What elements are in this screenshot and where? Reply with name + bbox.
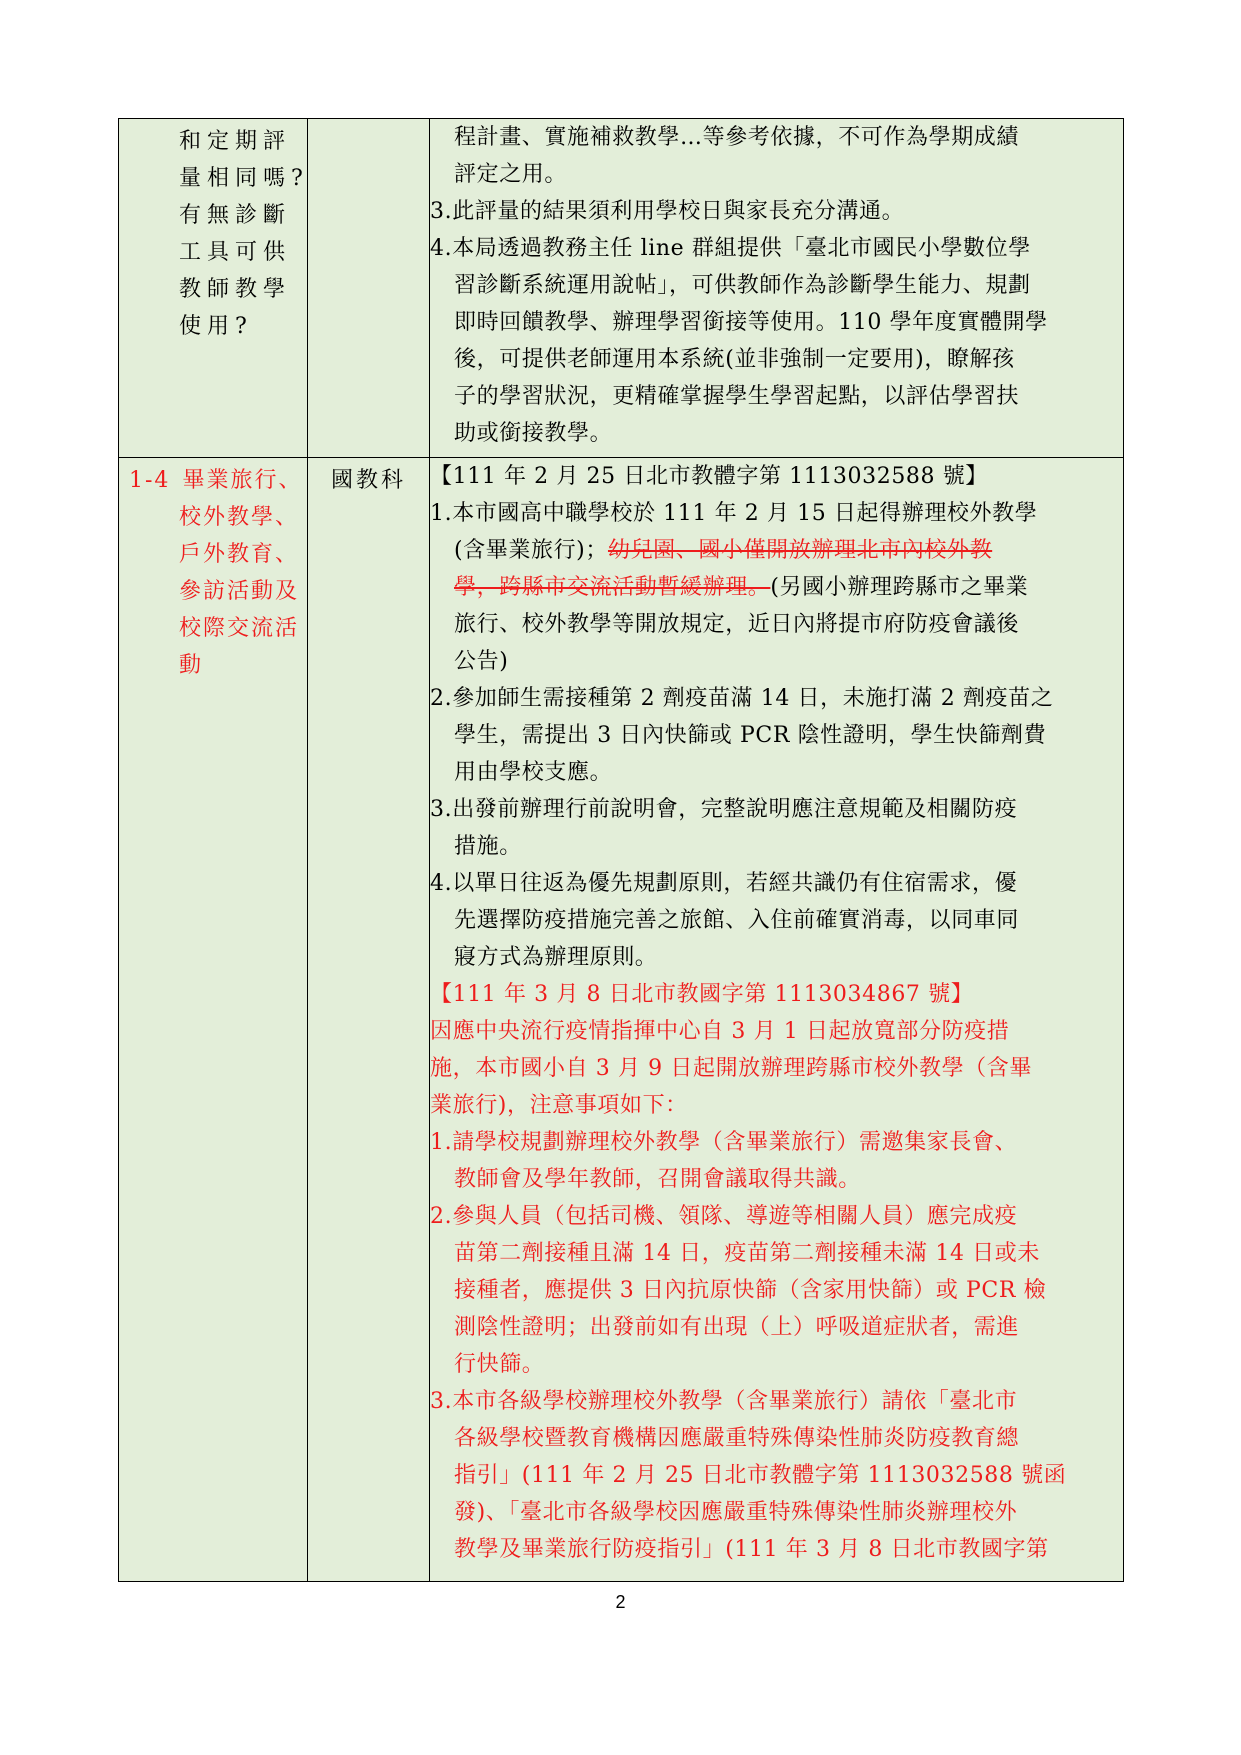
description-line: 苗第二劑接種且滿 14 日，疫苗第二劑接種未滿 14 日或未 bbox=[454, 1241, 1040, 1266]
description-line: 習診斷系統運用說帖」，可供教師作為診斷學生能力、規劃 bbox=[454, 273, 1031, 298]
description-line: 後，可提供老師運用本系統(並非強制一定要用)，瞭解孩 bbox=[454, 347, 1015, 372]
description-cell bbox=[430, 119, 1124, 458]
topic-line: 戶外教育、 bbox=[179, 542, 300, 567]
description-cell bbox=[430, 458, 1124, 1582]
description-line: 行快篩。 bbox=[454, 1352, 545, 1377]
description-line: 評定之用。 bbox=[454, 162, 568, 187]
dept-label: 國教科 bbox=[330, 468, 406, 493]
description-line: 指引」(111 年 2 月 25 日北市教體字第 1113032588 號函 bbox=[454, 1463, 1067, 1488]
description-line: 寢方式為辦理原則。 bbox=[454, 945, 658, 970]
description-line: 即時回饋教學、辦理學習銜接等使用。110 學年度實體開學 bbox=[454, 310, 1048, 335]
topic-line: 量相同嗎? bbox=[179, 166, 309, 191]
description-line: 4.本局透過教務主任 line 群組提供「臺北市國民小學數位學 bbox=[430, 236, 1031, 261]
dept-cell bbox=[308, 458, 430, 1582]
topic-line: 和定期評 bbox=[179, 129, 292, 154]
description-line bbox=[430, 569, 1123, 606]
description-line: 1.本市國高中職學校於 111 年 2 月 15 日起得辦理校外教學 bbox=[430, 501, 1038, 526]
description-line: 3.出發前辦理行前說明會，完整說明應注意規範及相關防疫 bbox=[430, 797, 1018, 822]
description-line: 2.參加師生需接種第 2 劑疫苗滿 14 日，未施打滿 2 劑疫苗之 bbox=[430, 686, 1054, 711]
page-number: 2 bbox=[615, 1592, 626, 1612]
table-row bbox=[119, 458, 1124, 1582]
topic-line: 動 bbox=[179, 653, 204, 678]
description-line: 教師會及學年教師，召開會議取得共識。 bbox=[454, 1167, 861, 1192]
description-line bbox=[430, 532, 1123, 569]
description-line: 教學及畢業旅行防疫指引」(111 年 3 月 8 日北市教國字第 bbox=[454, 1537, 1049, 1562]
description-line: 2.參與人員（包括司機、領隊、導遊等相關人員）應完成疫 bbox=[430, 1204, 1018, 1229]
description-line: 用由學校支應。 bbox=[454, 760, 613, 785]
description-line: 子的學習狀況，更精確掌握學生學習起點，以評估學習扶 bbox=[454, 384, 1020, 409]
topic-line: 使用? bbox=[179, 314, 253, 339]
topic-label: 畢業旅行、 bbox=[182, 468, 303, 493]
topic-line: 有無診斷 bbox=[179, 203, 292, 228]
description-line: 3.此評量的結果須利用學校日與家長充分溝通。 bbox=[430, 199, 905, 224]
description-line: 1.請學校規劃辦理校外教學（含畢業旅行）需邀集家長會、 bbox=[430, 1130, 1018, 1155]
table-row bbox=[119, 119, 1124, 458]
dept-cell bbox=[308, 119, 430, 458]
topic-line: 工具可供 bbox=[179, 240, 292, 265]
deleted-text: 幼兒園、國小僅開放辦理北市內校外教 bbox=[607, 538, 993, 563]
description-line: 學生，需提出 3 日內快篩或 PCR 陰性證明，學生快篩劑費 bbox=[454, 723, 1047, 748]
description-line: 公告) bbox=[454, 649, 509, 674]
topic-line bbox=[119, 462, 307, 499]
description-line: 測陰性證明；出發前如有出現（上）呼吸道症狀者，需進 bbox=[454, 1315, 1020, 1340]
notice-header: 【111 年 3 月 8 日北市教國字第 1113034867 號】 bbox=[430, 982, 974, 1007]
notice-header: 【111 年 2 月 25 日北市教體字第 1113032588 號】 bbox=[430, 464, 988, 489]
description-line: 措施。 bbox=[454, 834, 522, 859]
description-line: 旅行、校外教學等開放規定，近日內將提市府防疫會議後 bbox=[454, 612, 1020, 637]
description-text: (含畢業旅行)； bbox=[454, 538, 608, 563]
description-line: 發)、「臺北市各級學校因應嚴重特殊傳染性肺炎辦理校外 bbox=[454, 1500, 1018, 1525]
topic-number: 1-4 bbox=[129, 468, 171, 493]
deleted-text: 學，跨縣市交流活動暫緩辦理。 bbox=[454, 575, 771, 600]
description-line: 因應中央流行疫情指揮中心自 3 月 1 日起放寬部分防疫措 bbox=[430, 1019, 1010, 1044]
description-line: 4.以單日往返為優先規劃原則，若經共識仍有住宿需求，優 bbox=[430, 871, 1018, 896]
description-line: 3.本市各級學校辦理校外教學（含畢業旅行）請依「臺北市 bbox=[430, 1389, 1018, 1414]
description-line: 業旅行)，注意事項如下： bbox=[430, 1093, 688, 1118]
description-line: 助或銜接教學。 bbox=[454, 421, 613, 446]
topic-line: 教師教學 bbox=[179, 277, 292, 302]
description-line: 接種者，應提供 3 日內抗原快篩（含家用快篩）或 PCR 檢 bbox=[454, 1278, 1047, 1303]
description-line: 程計畫、實施補救教學…等參考依據，不可作為學期成績 bbox=[454, 125, 1020, 150]
description-line: 先選擇防疫措施完善之旅館、入住前確實消毒，以同車同 bbox=[454, 908, 1020, 933]
content-table bbox=[118, 118, 1124, 1582]
topic-cell bbox=[119, 119, 308, 458]
description-text: (另國小辦理跨縣市之畢業 bbox=[770, 575, 1029, 600]
topic-line: 校際交流活 bbox=[179, 616, 300, 641]
description-line: 各級學校暨教育機構因應嚴重特殊傳染性肺炎防疫教育總 bbox=[454, 1426, 1020, 1451]
topic-line: 校外教學、 bbox=[179, 505, 300, 530]
topic-line: 參訪活動及 bbox=[179, 579, 300, 604]
topic-cell bbox=[119, 458, 308, 1582]
description-line: 施，本市國小自 3 月 9 日起開放辦理跨縣市校外教學（含畢 bbox=[430, 1056, 1032, 1081]
